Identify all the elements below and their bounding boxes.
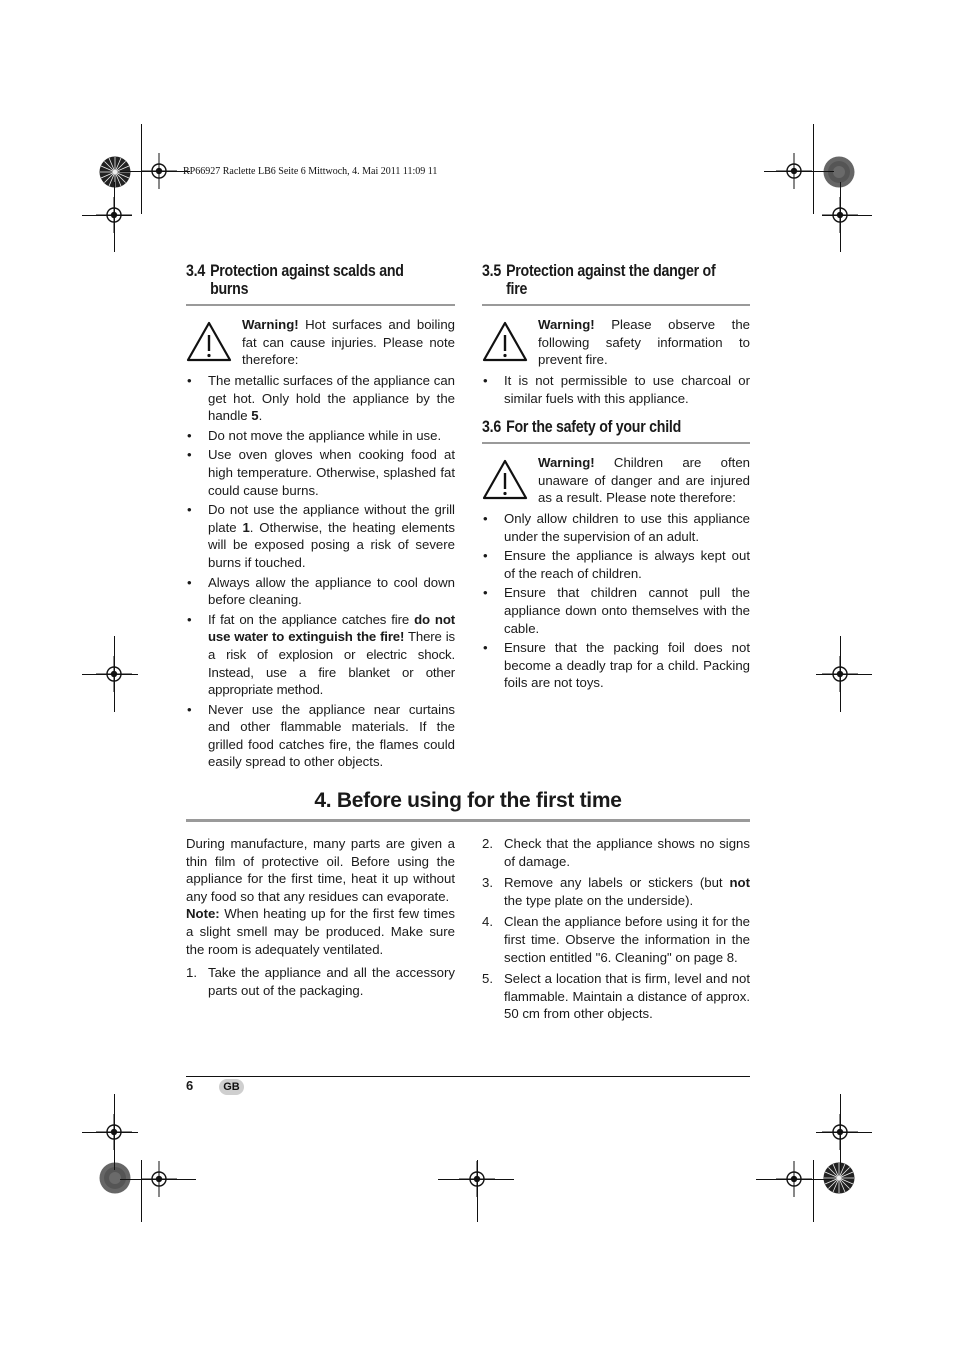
crop-mark <box>816 674 872 675</box>
crop-mark <box>816 1132 872 1133</box>
section-heading <box>186 262 454 298</box>
section-rule <box>482 304 750 306</box>
list-item: • If fat on the appliance catches fire do not use water to extinguish the fire! There is a risk of explosion or electric shock. Instead, use a fire blanket or other appropriate method. <box>186 611 455 699</box>
crop-mark <box>82 1132 138 1133</box>
crop-mark <box>813 124 814 214</box>
crop-mark <box>764 171 834 172</box>
section-heading <box>482 418 749 436</box>
list-item: • Ensure that the packing foil does not become a deadly trap for a child. Packing foils are not toys. <box>482 639 750 692</box>
section-title: For the safety of your child <box>506 418 681 436</box>
list-item: • Ensure that children cannot pull the appliance down onto themselves with the cable. <box>482 584 750 637</box>
list-item: • Never use the appliance near curtains and other flammable materials. If the grilled food catches fire, the flames could easily spread to other objects. <box>186 701 455 771</box>
list-item: • Ensure the appliance is always kept out of the reach of children. <box>482 547 750 582</box>
warning-block <box>482 316 750 370</box>
warning-text: Warning! Please observe the following safety information to prevent fire. <box>538 317 750 368</box>
list-item: 2. Check that the appliance shows no signs of damage. <box>482 836 750 869</box>
list-item: • Do not use the appliance without the grill plate 1. Otherwise, the heating elements will be exposed posing a risk of severe burns if touched. <box>186 501 455 571</box>
page-number: 6 <box>186 1078 194 1093</box>
note-paragraph: Note: When heating up for the first few times a slight smell may be produced. Make sure the room is adequately ventilated. <box>186 906 455 957</box>
section-title-line2: burns <box>210 280 249 298</box>
section-number: 3.4 <box>186 262 205 280</box>
warning-triangle-icon <box>482 458 528 500</box>
bullet-list <box>482 510 750 692</box>
section-3-5 <box>482 262 750 409</box>
bullet-list <box>186 372 455 771</box>
color-bar-burst-icon <box>99 156 131 188</box>
chapter-title: 4. Before using for the first time <box>314 789 622 812</box>
crop-mark <box>813 1160 814 1222</box>
crop-mark <box>82 215 132 216</box>
crop-mark <box>756 1179 832 1180</box>
crop-mark <box>822 215 872 216</box>
language-badge: GB <box>219 1079 244 1095</box>
list-item: • Always allow the appliance to cool down before cleaning. <box>186 574 455 609</box>
bullet-list <box>482 372 750 407</box>
warning-triangle-icon <box>482 320 528 362</box>
list-item: • Do not move the appliance while in use. <box>186 427 455 445</box>
steps-list <box>186 964 455 999</box>
list-item: • Use oven gloves when cooking food at high temperature. Otherwise, splashed fat could cause burns. <box>186 446 455 499</box>
section-number: 3.5 <box>482 262 501 280</box>
color-bar-gray-icon <box>99 1162 131 1194</box>
warning-block <box>186 316 455 370</box>
warning-block <box>482 454 750 508</box>
section-3-4 <box>186 262 455 773</box>
crop-mark <box>114 182 115 252</box>
list-item: 5. Select a location that is firm, level and not flammable. Maintain a distance of approx. 50 cm from other objects. <box>482 971 750 1022</box>
crop-mark <box>840 182 841 252</box>
section-title-line1: Protection against the danger of <box>506 262 716 280</box>
chapter-4-right <box>482 835 750 1027</box>
section-3-6 <box>482 418 750 694</box>
color-bar-burst-icon <box>823 1162 855 1194</box>
crop-mark <box>82 674 138 675</box>
section-number: 3.6 <box>482 418 501 436</box>
section-heading <box>482 262 749 298</box>
crop-mark <box>477 1160 478 1222</box>
footer-rule <box>186 1076 750 1077</box>
section-rule <box>186 304 455 306</box>
crop-mark <box>438 1179 514 1180</box>
section-rule <box>482 442 750 444</box>
warning-triangle-icon <box>186 320 232 362</box>
list-item: • The metallic surfaces of the appliance can get hot. Only hold the appliance by the handle 5. <box>186 372 455 425</box>
list-item: 1. Take the appliance and all the accessory parts out of the packaging. <box>186 965 455 998</box>
chapter-rule <box>186 819 750 822</box>
intro-paragraph: During manufacture, many parts are given a thin film of protective oil. Before using the appliance for the first time, heat it up without any food so that any residues can evaporate. <box>186 836 455 904</box>
list-item: • It is not permissible to use charcoal or similar fuels with this appliance. <box>482 372 750 407</box>
crop-mark <box>141 1160 142 1222</box>
warning-text: Warning! Hot surfaces and boiling fat can cause injuries. Please note therefore: <box>242 317 455 368</box>
section-title-line1: Protection against scalds and <box>210 262 404 280</box>
section-title-line2: fire <box>506 280 528 298</box>
chapter-4-left <box>186 835 455 1003</box>
print-info-slug: RP66927 Raclette LB6 Seite 6 Mittwoch, 4. Mai 2011 11:09 11 <box>183 166 438 177</box>
warning-text: Warning! Children are often unaware of danger and are injured as a result. Please note therefore: <box>538 455 750 506</box>
crop-mark <box>120 171 190 172</box>
color-bar-gray-icon <box>823 156 855 188</box>
crop-mark <box>120 1179 196 1180</box>
list-item: 4. Clean the appliance before using it for the first time. Observe the information in the section entitled "6. Cleaning" on page 8. <box>482 914 750 965</box>
list-item: 3. Remove any labels or stickers (but not the type plate on the underside). <box>482 875 750 908</box>
list-item: • Only allow children to use this appliance under the supervision of an adult. <box>482 510 750 545</box>
crop-mark <box>141 124 142 214</box>
steps-list <box>482 835 750 1023</box>
